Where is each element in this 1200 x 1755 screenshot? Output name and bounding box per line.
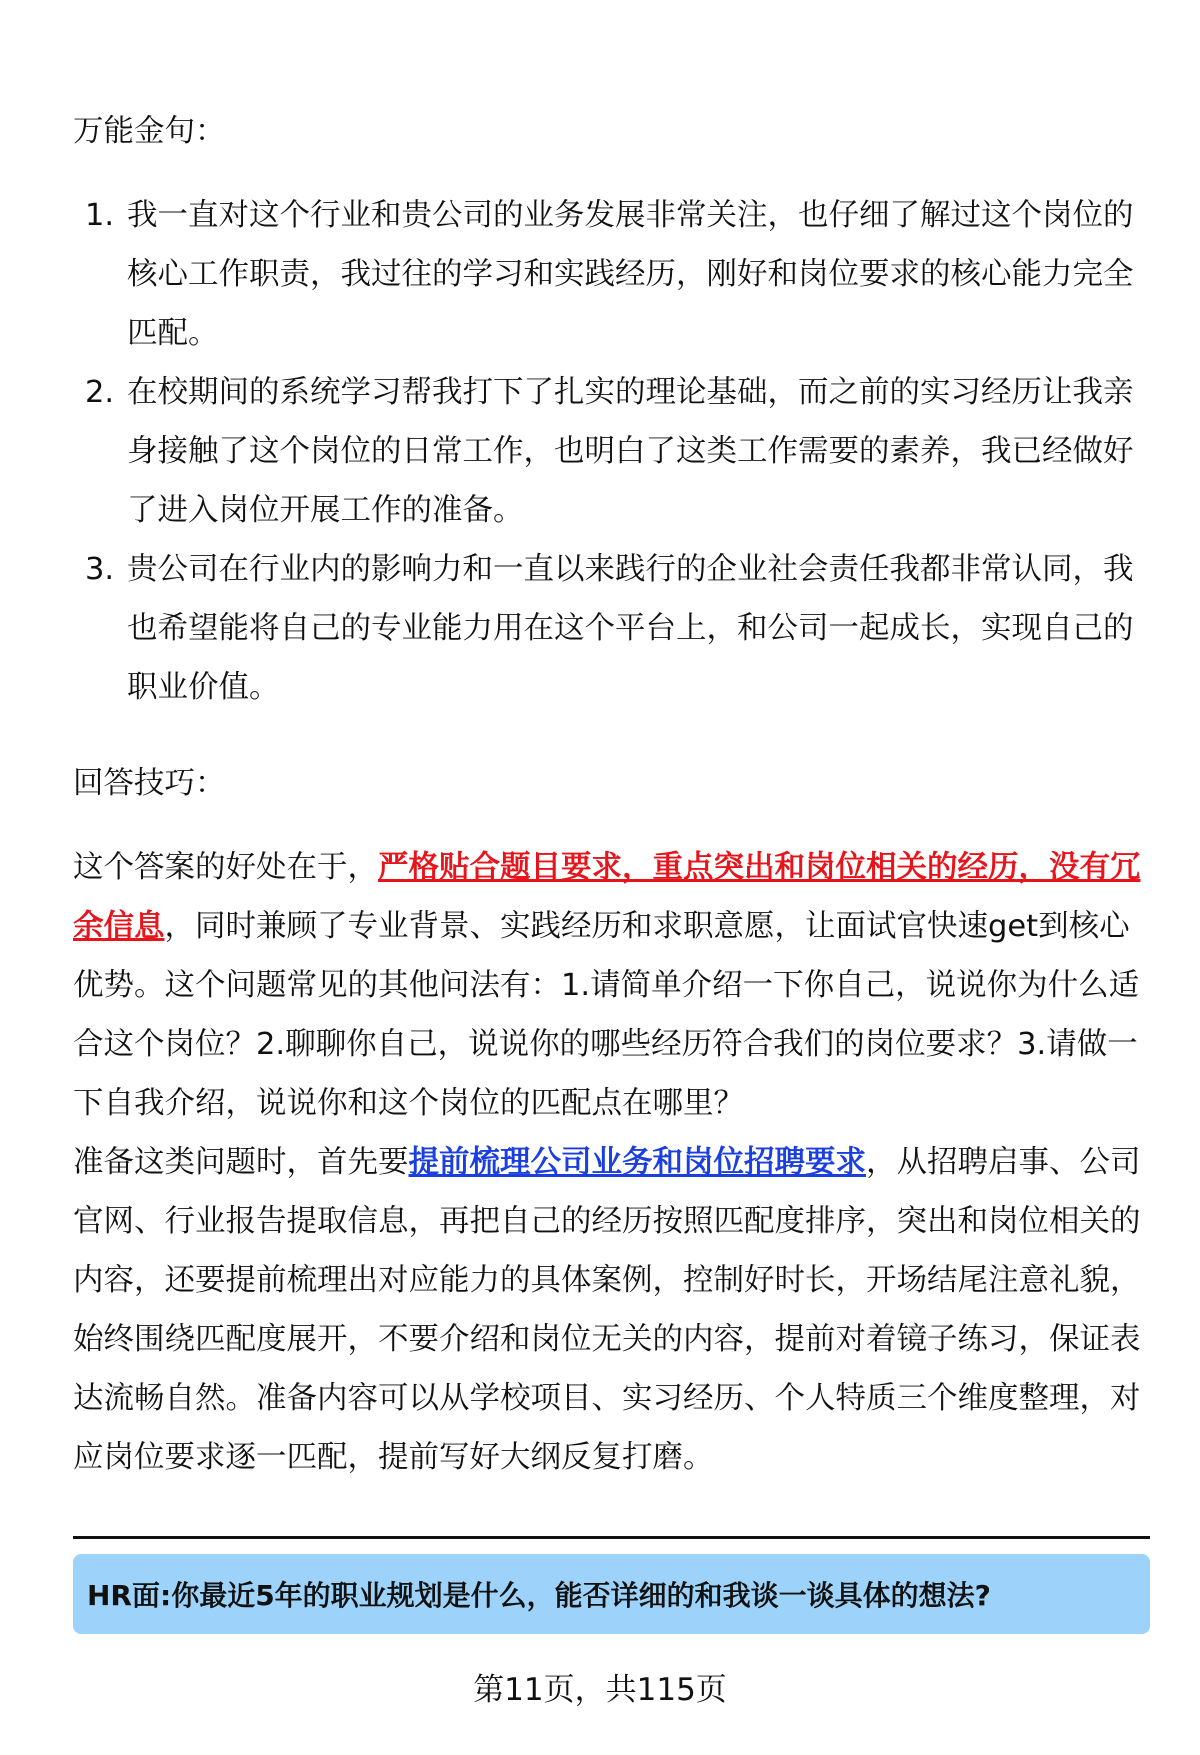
next-question-title: HR面:你最近5年的职业规划是什么，能否详细的和我谈一谈具体的想法? — [87, 1579, 991, 1612]
red-highlight: 严格贴合题目要求，重点突出和岗位相关的经历，没有冗余信息 — [73, 850, 1141, 944]
list-item-text: 在校期间的系统学习帮我打下了扎实的理论基础，而之前的实习经历让我亲身接触了这个岗位的日常工作，也明白了这类工作需要的素养，我已经做好了进入岗位开展工作的准备。 — [127, 375, 1134, 528]
tips-paragraph-2 — [73, 1133, 1143, 1487]
list-item-text: 我一直对这个行业和贵公司的业务发展非常关注，也仔细了解过这个岗位的核心工作职责，我过往的学习和实践经历，刚好和岗位要求的核心能力完全匹配。 — [127, 198, 1134, 351]
list-number: 1. — [85, 198, 115, 233]
text: ，同时兼顾了专业背景、实践经历和求职意愿，让面试官快速get到核心优势。这个问题常见的其他问法有：1.请简单介绍一下你自己，说说你为什么适合这个岗位？2.聊聊你自己，说说你的哪些经历符合我们的岗位要求？3.请做一下自我介绍，说说你和这个岗位的匹配点在哪里？ — [73, 909, 1140, 1121]
list-number: 2. — [85, 375, 115, 410]
list-number: 3. — [85, 552, 115, 587]
list-item — [73, 540, 1143, 717]
blue-highlight: 提前梳理公司业务和岗位招聘要求 — [408, 1145, 866, 1180]
text: 准备这类问题时，首先要 — [73, 1145, 409, 1180]
divider — [73, 1536, 1150, 1539]
golden-lines-list — [73, 186, 1143, 717]
section-heading-tips: 回答技巧： — [73, 766, 226, 801]
text: 这个答案的好处在于， — [73, 850, 378, 885]
tips-body — [73, 838, 1143, 1487]
text: ，从招聘启事、公司官网、行业报告提取信息，再把自己的经历按照匹配度排序，突出和岗位相关的内容，还要提前梳理出对应能力的具体案例，控制好时长，开场结尾注意礼貌，始终围绕匹配度展开，不要介绍和岗位无关的内容，提前对着镜子练习，保证表达流畅自然。准备内容可以从学校项目、实习经历、个人特质三个维度整理，对应岗位要求逐一匹配，提前写好大纲反复打磨。 — [73, 1145, 1141, 1475]
section-heading-golden-lines: 万能金句： — [73, 114, 226, 149]
list-item-text: 贵公司在行业内的影响力和一直以来践行的企业社会责任我都非常认同，我也希望能将自己的专业能力用在这个平台上，和公司一起成长，实现自己的职业价值。 — [127, 552, 1134, 705]
list-item — [73, 363, 1143, 540]
page-footer: 第11页，共115页 — [473, 1672, 727, 1708]
next-question-box — [73, 1554, 1150, 1634]
list-item — [73, 186, 1143, 363]
tips-paragraph-1 — [73, 838, 1143, 1133]
